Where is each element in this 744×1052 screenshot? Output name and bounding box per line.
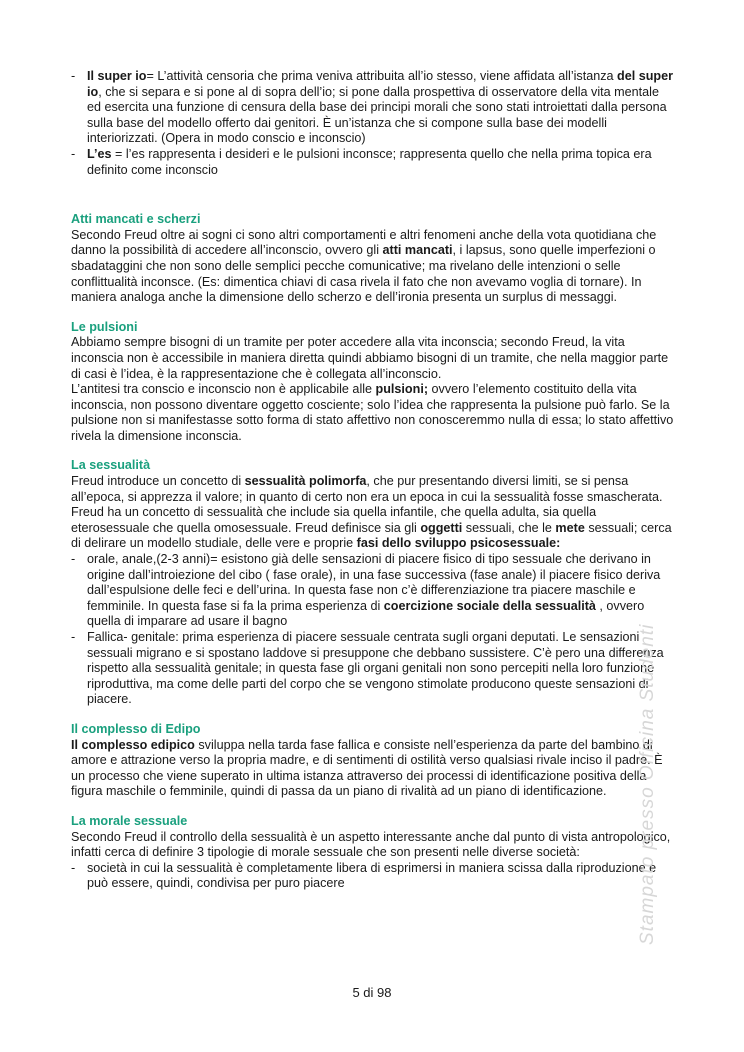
page-number: 5 di 98 [352, 985, 392, 1000]
document-page [71, 69, 675, 892]
body-text: Freud introduce un concetto di [71, 474, 245, 489]
bold-text: pulsioni; [375, 382, 429, 397]
body-text: Freud ha un concetto di sessualità che include sia quella infantile, che quella adulta, sia quella eterosessuale che quella omosessuale. Freud definisce sia gli [71, 505, 597, 535]
list-item-super-io [71, 69, 675, 147]
paragraph [71, 474, 675, 505]
term-es: L’es [87, 146, 112, 161]
bullet-dash: - [71, 146, 76, 161]
bold-text: coercizione sociale della sessualità [383, 598, 596, 613]
bold-text: fasi dello sviluppo psicosessuale: [356, 536, 561, 551]
paragraph [71, 738, 675, 800]
bullet-dash: - [71, 69, 76, 83]
watermark-text: Stampato presso Officina Studenti [637, 623, 658, 945]
section-heading-morale: La morale sessuale [71, 813, 188, 828]
bold-text: oggetti [420, 520, 463, 535]
body-text: sessuali, che le [462, 520, 556, 535]
list-item-es [71, 147, 675, 178]
section-heading-sessualita: La sessualità [71, 458, 151, 473]
section-heading-edipo: Il complesso di Edipo [71, 721, 201, 736]
body-text: ovvero l’elemento costituito della vita inconscia, non possono diventare oggetto cosciente; solo l’idea che rappresenta la pulsione può farlo. Se la pulsione non si manifestasse sotto forma di stato affettivo non conosceremmo nulla di essa; lo stato affettivo rivela la dimensione inconscia. [71, 382, 674, 443]
bold-text: del super io [87, 69, 674, 99]
body-text: = l’es rappresenta i desideri e le pulsioni inconsce; rappresenta quello che nella prima topica era definito come inconscio [87, 146, 652, 177]
body-text: , che pur presentando diversi limiti, se si pensa all’epoca, si apprezza il valore; in quanto di certo non era un epoca in cui la sessualità fosse smascherata. [71, 474, 663, 504]
body-text: , che si separa e si pone al di sopra dell’io; si pone dalla prospettiva di osservatore della vita mentale ed esercita una funzione di censura della base dei principi morali che sono stati introiettati dalla persona sulla base del modello offerto dai genitori. È un’istanza che si compone sulla base dei modelli interiorizzati. (Opera in modo conscio e inconscio) [87, 84, 667, 146]
bold-text: mete [555, 520, 585, 535]
body-text: , ovvero quella di imparare ad usare il bagno [87, 598, 645, 629]
body-text: sviluppa nella tarda fase fallica e consiste nell’esperienza da parte del bambino di amore e attrazione verso la propria madre, e di sentimenti di ostilità verso qualsiasi rivale inciso il padre. È un processo che viene superato in ultima istanza attraverso dei processi di identificazione positiva della figura maschile o femminile, quindi di passa da un piano di rivalità ad un piano di identificazione. [71, 737, 663, 799]
body-text: Fallica- genitale: prima esperienza di piacere sessuale centrata sugli organi deputati. Le sensazioni sessuali migrano e si spostano laddove si presuppone che debbano sussistere. C’è pero una differenza rispetto alla sessualità genitale; in questa fase gli organi genitali non sono percepiti nella loro funzione riproduttiva, ma come delle parti del corpo che se vengono stimolate producono queste sensazioni di piacere. [87, 630, 664, 707]
body-text: sessuali; cerca di delirare un modello studiale, delle vere e proprie [71, 520, 672, 551]
body-text: , i lapsus, sono quelle imperfezioni o sbadataggini che non sono delle semplici pecche comunicative; ma rivelano delle intenzioni o selle conflittualità inconsce. (Es: dimentica chiavi di casa rivela il fato che non avevamo voglia di tornare). In maniera analoga anche la dimensione dello scherzo e dell’ironia presenta un surplus di messaggi. [71, 243, 656, 305]
paragraph [71, 505, 675, 552]
section-heading-pulsioni: Le pulsioni [71, 319, 138, 334]
list-item-societa [71, 861, 675, 892]
paragraph [71, 382, 675, 444]
bold-text: Il complesso edipico [71, 737, 195, 752]
bold-text: atti mancati [382, 243, 453, 258]
bullet-dash: - [71, 630, 76, 644]
body-text: orale, anale,(2-3 anni)= esistono già delle sensazioni di piacere fisico di tipo sessuale che derivano in origine dall’introiezione del cibo ( fase orale), in una fase successiva (fase anale) il piacere fisico deriva dall’espulsione delle feci e dell’urina. In questa fase non c’è differenziazione tra piacere maschile e femminile. In questa fase si fa la prima esperienza di [87, 552, 661, 613]
paragraph: Abbiamo sempre bisogni di un tramite per poter accedere alla vita inconscia; secondo Freud, la vita inconscia non è accessibile in maniera diretta quindi abbiamo bisogni di un tramite, che nella maggior parte di casi è l’idea, è la rappresentazione che è collegata all’inconscio. [71, 335, 669, 381]
list-item-orale-anale [71, 552, 675, 630]
paragraph: Secondo Freud il controllo della sessualità è un aspetto interessante anche dal punto di vista antropologico, infatti cerca di definire 3 tipologie di morale sessuale che son presenti nelle diverse società: [71, 829, 671, 860]
body-text: = L’attività censoria che prima veniva attribuita all’io stesso, viene affidata all’istanza [146, 69, 618, 83]
body-text: Secondo Freud oltre ai sogni ci sono altri comportamenti e altri fenomeni anche della vota quotidiana che danno la possibilità di accedere all’inconscio, ovvero gli [71, 227, 657, 258]
bold-text: sessualità polimorfa [244, 474, 367, 489]
bullet-dash: - [71, 552, 76, 567]
section-heading-atti: Atti mancati e scherzi [71, 212, 201, 227]
bullet-dash: - [71, 860, 76, 875]
body-text: società in cui la sessualità è completamente libera di esprimersi in maniera scissa dalla riproduzione e può essere, quindi, condivisa per puro piacere [87, 860, 657, 891]
list-item-fallica [71, 630, 675, 708]
term-super-io: Il super io [87, 69, 147, 83]
paragraph [71, 228, 675, 306]
body-text: L’antitesi tra conscio e inconscio non è applicabile alle [71, 382, 376, 397]
